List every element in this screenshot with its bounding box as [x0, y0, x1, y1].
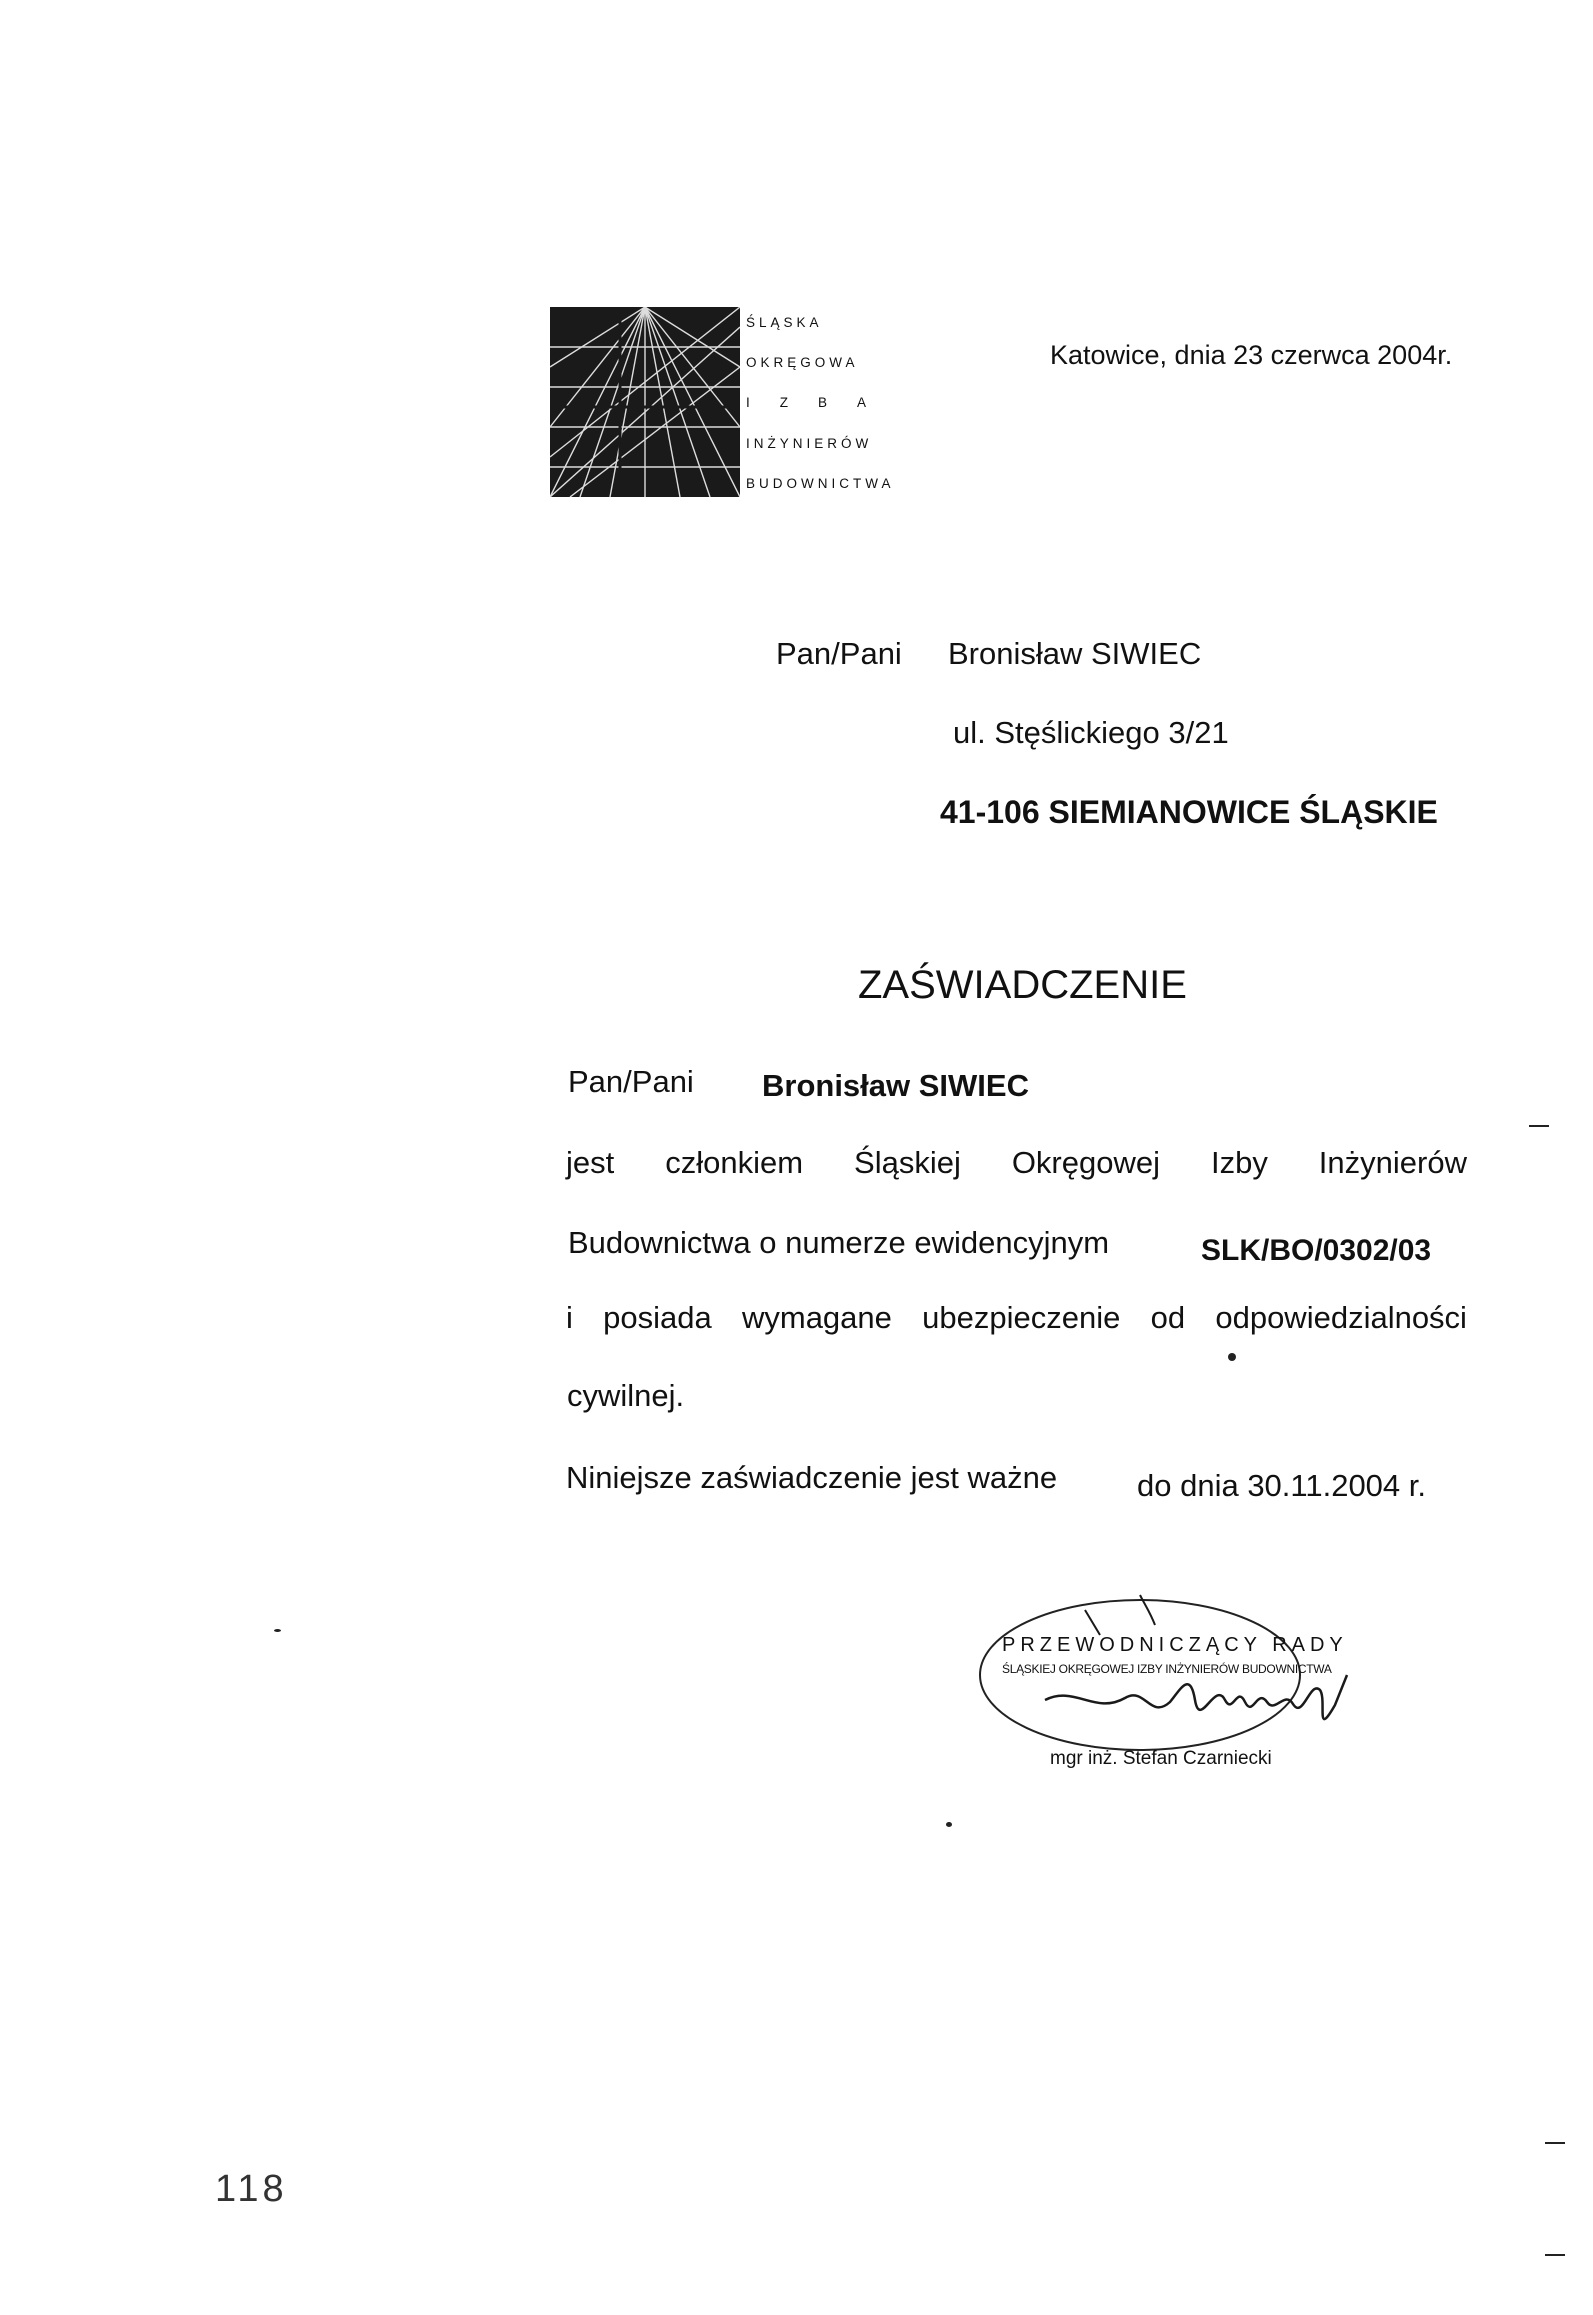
body-word: ubezpieczenie — [922, 1300, 1121, 1335]
body-line-4: cywilnej. — [567, 1378, 685, 1413]
scan-speck — [1545, 2142, 1565, 2144]
body-word: jest — [566, 1145, 615, 1180]
body-word: posiada — [603, 1300, 712, 1335]
stamp-organization: ŚLĄSKIEJ OKRĘGOWEJ IZBY INŻYNIERÓW BUDOWNICTWA — [1002, 1662, 1332, 1676]
document-title: ZAŚWIADCZENIE — [858, 963, 1187, 1007]
scan-speck — [1545, 2254, 1565, 2256]
body-word: i — [566, 1300, 573, 1335]
logo-text-line: INŻYNIERÓW — [746, 436, 873, 451]
scan-speck — [274, 1629, 281, 1632]
validity-text: Niniejsze zaświadczenie jest ważne — [566, 1460, 1058, 1495]
scan-speck — [1228, 1353, 1236, 1361]
body-word: odpowiedzialności — [1215, 1300, 1467, 1335]
scan-speck — [1529, 1125, 1549, 1127]
address-salutation: Pan/Pani — [776, 636, 902, 671]
logo-text-line: IZBA — [746, 395, 897, 410]
certificate-name: Bronisław SIWIEC — [762, 1068, 1029, 1103]
body-line-3 — [566, 1300, 1467, 1336]
address-street: ul. Stęślickiego 3/21 — [953, 715, 1229, 750]
validity-date: do dnia 30.11.2004 r. — [1137, 1468, 1427, 1503]
body-line-1 — [566, 1145, 1467, 1181]
body-word: Śląskiej — [854, 1145, 961, 1180]
body-word: Okręgowej — [1011, 1145, 1160, 1180]
stamp-title: PRZEWODNICZĄCY RADY — [1002, 1634, 1348, 1656]
body-word: członkiem — [665, 1145, 804, 1180]
page-number: 118 — [215, 2168, 288, 2210]
certificate-salutation: Pan/Pani — [568, 1064, 694, 1099]
body-word: Izby — [1210, 1145, 1268, 1180]
body-word: Inżynierów — [1318, 1145, 1467, 1180]
body-word: od — [1150, 1300, 1186, 1335]
logo-text-line: ŚLĄSKA — [746, 315, 823, 330]
stamp-signatory: mgr inż. Stefan Czarniecki — [1050, 1748, 1272, 1769]
letter-date: Katowice, dnia 23 czerwca 2004r. — [1050, 340, 1453, 370]
address-name: Bronisław SIWIEC — [948, 636, 1202, 671]
logo-text-line: BUDOWNICTWA — [746, 476, 895, 491]
body-word: wymagane — [741, 1300, 892, 1335]
scan-speck — [946, 1822, 952, 1827]
logo-text-line: OKRĘGOWA — [746, 355, 859, 370]
body-line-2: Budownictwa o numerze ewidencyjnym — [568, 1225, 1110, 1260]
address-city: 41-106 SIEMIANOWICE ŚLĄSKIE — [940, 794, 1438, 830]
chamber-logo — [550, 307, 740, 497]
registration-number: SLK/BO/0302/03 — [1201, 1234, 1432, 1267]
